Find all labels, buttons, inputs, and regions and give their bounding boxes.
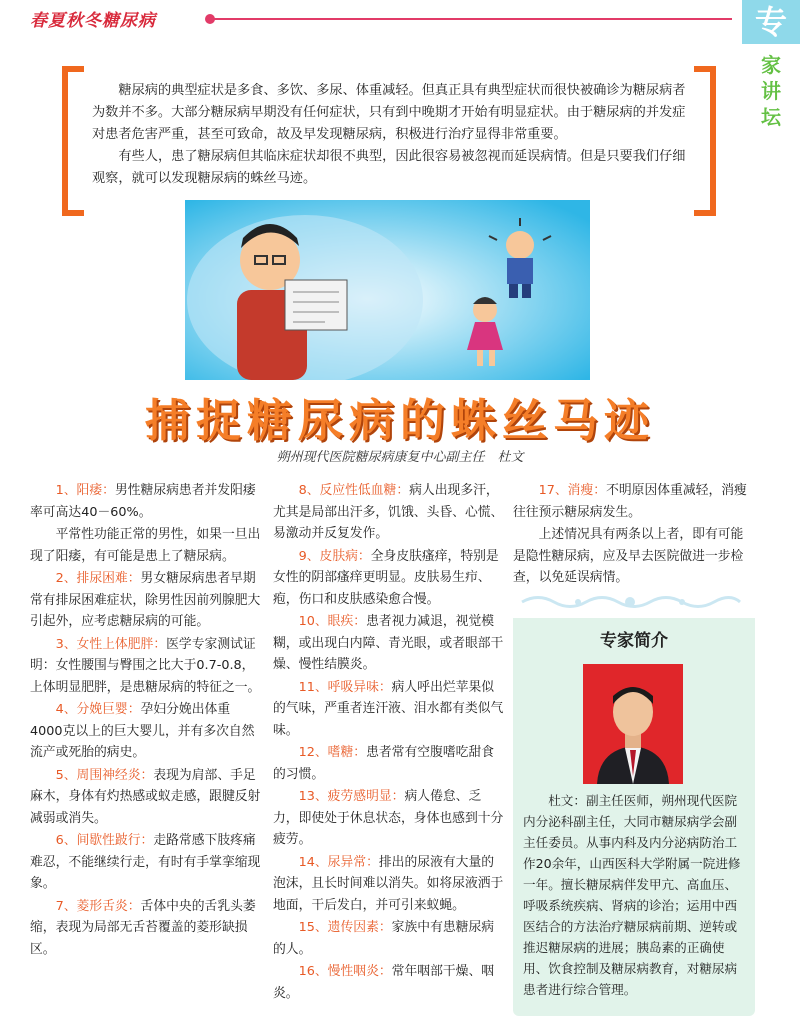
item-text: 全身皮肤瘙痒，特别是女性的阴部瘙痒更明显。皮肤易生疖、疱，伤口和皮肤感染愈合慢。 [273, 548, 499, 607]
intro-text [92, 80, 690, 190]
item-text: 上述情况具有两条以上者，即有可能是隐性糖尿病，应及早去医院做进一步检查，以免延误病情。 [513, 527, 744, 585]
article-title: 捕捉糖尿病的蛛丝马迹 [144, 394, 655, 447]
list-item [513, 524, 753, 589]
item-text: 病人出现多汗，尤其是局部出汗多，饥饿、头昏、心慌、易激动并反复发作。 [273, 483, 504, 541]
item-heading: 1、阳痿： [55, 483, 115, 498]
item-text: 患者常有空腹嗜吃甜食的习惯。 [273, 745, 495, 782]
item-text: 病人倦怠、乏力，即使处于休息状态，身体也感到十分疲劳。 [273, 789, 504, 847]
item-heading: 15、遗传因素： [298, 920, 392, 935]
intro-paragraph: 糖尿病的典型症状是多食、多饮、多尿、体重减轻。但真正具有典型症状而很快被确诊为糖尿病者为数并不多。大部分糖尿病早期没有任何症状，只有到中晚期才开始有明显症状。由于糖尿病的并发症对患者危害严重，甚至可致命，故及早发现糖尿病，积极进行治疗显得非常重要。 [92, 83, 686, 142]
item-text: 孕妇分娩出体重4000克以上的巨大婴儿，并有多次自然流产或死胎的病史。 [30, 702, 255, 760]
list-item [30, 896, 262, 961]
list-item [273, 480, 505, 545]
item-text: 医学专家测试证明：女性腰围与臀围之比大于0.7-0.8，上体明显肥胖，是患糖尿病的特征之一。 [30, 636, 261, 695]
item-text: 排出的尿液有大量的泡沫，且长时间难以消失。如将尿液洒于地面，干后发白，并可引来蚁蝇。 [273, 854, 504, 913]
page-header [0, 0, 800, 40]
item-heading: 6、间歇性跛行： [55, 833, 154, 848]
list-item [30, 524, 262, 567]
list-item [30, 699, 262, 764]
item-heading: 13、疲劳感明显： [298, 789, 405, 804]
item-text: 病人呼出烂苹果似的气味，严重者连汗液、泪水都有类似气味。 [273, 679, 504, 738]
intro-paragraph: 有些人，患了糖尿病但其临床症状却很不典型，因此很容易被忽视而延误病情。但是只要我们仔细观察，就可以发现糖尿病的蛛丝马迹。 [92, 149, 686, 186]
bio-text: 杜文：副主任医师，朔州现代医院内分泌科副主任，大同市糖尿病学会副主任委员。从事内科及内分泌病防治工作20余年，山西医科大学附属一院进修一年。擅长糖尿病伴发甲亢、高血压、呼吸系统疾病、肾病的诊治；运用中西医结合的方法治疗糖尿病前期、逆转或推迟糖尿病的进展；胰岛素的正确使用、饮食控制及糖尿病教育，对糖尿病患者进行综合管理。 [523, 793, 741, 997]
bio-title: 专家简介 [600, 631, 668, 651]
item-heading: 9、皮肤病： [298, 548, 371, 564]
list-item [513, 480, 753, 523]
list-item [30, 568, 262, 633]
cartoon-illustration [185, 200, 590, 380]
list-item [273, 546, 505, 611]
item-heading: 16、慢性咽炎： [298, 964, 392, 979]
item-heading: 8、反应性低血糖： [298, 483, 410, 498]
item-heading: 3、女性上体肥胖： [55, 636, 167, 652]
list-item [273, 786, 505, 851]
item-heading: 12、嗜糖： [298, 745, 367, 760]
item-text: 走路常感下肢疼痛难忍，不能继续行走，有时有手掌挛缩现象。 [30, 833, 261, 891]
item-heading: 4、分娩巨婴： [55, 702, 141, 717]
header-rule [212, 18, 732, 20]
intro-bracket-right [694, 66, 716, 216]
item-text: 表现为肩部、手足麻木，身体有灼热感或蚁走感，跟腱反射减弱或消失。 [30, 767, 261, 826]
list-item [30, 765, 262, 830]
item-heading: 17、消瘦： [538, 483, 607, 498]
list-item [30, 480, 262, 523]
item-text: 患者视力减退，视觉模糊，或出现白内障、青光眼，或者眼部干燥、慢性结膜炎。 [273, 614, 504, 672]
list-item [273, 917, 505, 960]
item-heading: 2、排尿困难： [55, 571, 141, 586]
item-heading: 5、周围神经炎： [55, 767, 154, 783]
article-column-1 [30, 480, 262, 961]
item-heading: 10、眼疾： [298, 614, 367, 629]
item-heading: 11、呼吸异味： [298, 679, 392, 695]
list-item [273, 742, 505, 785]
item-heading: 14、尿异常： [298, 854, 379, 870]
article-column-3 [513, 480, 753, 590]
list-item [273, 611, 505, 676]
intro-bracket-left [62, 66, 84, 216]
item-text: 家族中有患糖尿病的人。 [273, 920, 495, 957]
side-badge: 专 [742, 0, 800, 44]
item-heading: 7、菱形舌炎： [55, 898, 141, 914]
article-byline: 朔州现代医院糖尿病康复中心副主任 杜文 [276, 450, 524, 465]
list-item [273, 677, 505, 742]
item-text: 常年咽部干燥、咽炎。 [273, 964, 495, 1001]
decorative-ornament [518, 593, 743, 611]
item-text: 平常性功能正常的男性，如果一旦出现了阳痿，有可能是患上了糖尿病。 [30, 527, 261, 564]
author-photo [583, 664, 683, 784]
expert-bio-box [513, 618, 755, 1016]
item-text: 男女糖尿病患者早期常有排尿困难症状，除男性因前列腺肥大引起外，应考虑糖尿病的可能。 [30, 571, 261, 629]
item-text: 不明原因体重减轻，消瘦往往预示糖尿病发生。 [513, 483, 747, 520]
item-text: 舌体中央的舌乳头萎缩，表现为局部无舌苔覆盖的菱形缺损区。 [30, 898, 256, 957]
column-title: 春夏秋冬糖尿病 [30, 11, 156, 31]
list-item [273, 961, 505, 1004]
list-item [273, 852, 505, 917]
article-column-2 [273, 480, 505, 1005]
list-item [30, 830, 262, 895]
item-text: 男性糖尿病患者并发阳痿率可高达40－60%。 [30, 483, 256, 520]
list-item [30, 634, 262, 699]
side-label: 家讲坛 [761, 53, 781, 129]
